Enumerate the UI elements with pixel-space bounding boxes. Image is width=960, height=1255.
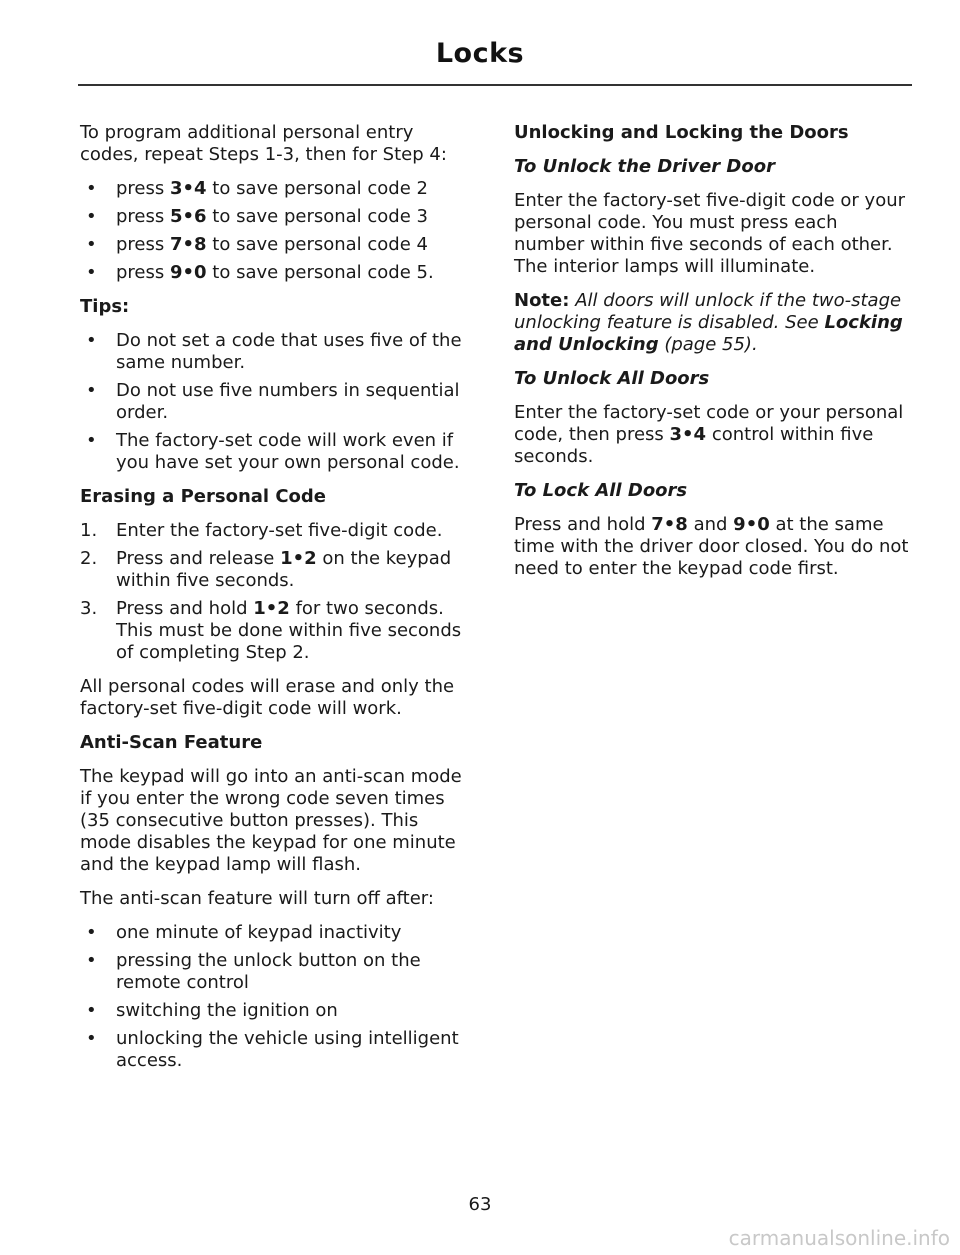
list-item: 1. Enter the factory-set five-digit code. [80, 520, 443, 541]
key-label: 7•8 [170, 234, 207, 255]
bullet: • [86, 922, 97, 943]
note-label: Note: [514, 290, 570, 311]
list-item: • pressing the unlock button on the remote control [86, 950, 421, 993]
watermark: carmanualsonline.info [728, 1226, 950, 1250]
bullet: • [86, 380, 97, 401]
bullet: • [86, 262, 97, 283]
list-item: • one minute of keypad inactivity [86, 922, 402, 943]
bullet: • [86, 234, 97, 255]
program-steps-list [80, 178, 475, 284]
bullet: • [86, 178, 97, 199]
step-number: 2. [80, 548, 98, 569]
antiscan-off-intro: The anti-scan feature will turn off after: [80, 888, 434, 909]
step-number: 3. [80, 598, 98, 619]
page-number: 63 [468, 1194, 492, 1215]
key-label: 1•2 [280, 548, 317, 569]
antiscan-paragraph: The keypad will go into an anti-scan mode if you enter the wrong code seven times (35 consecutive button presses). This mode disables the keypad for one minute and the keypad lamp will flash. [80, 766, 462, 875]
erase-steps-list [80, 520, 475, 664]
left-column [80, 122, 475, 1084]
note-paragraph: Note: All doors will unlock if the two-stage unlocking feature is disabled. See Locking and Unlocking (page 55). [514, 290, 903, 355]
antiscan-heading: Anti-Scan Feature [80, 732, 263, 753]
bullet: • [86, 1000, 97, 1021]
key-label: 9•0 [170, 262, 207, 283]
page-title: Locks [435, 38, 525, 69]
erase-heading: Erasing a Personal Code [80, 486, 327, 507]
list-item: • The factory-set code will work even if you have set your own personal code. [86, 430, 460, 473]
lock-all-heading: To Lock All Doors [514, 480, 688, 501]
list-item: • Do not set a code that uses five of the same number. [86, 330, 462, 373]
locking-unlocking-link[interactable]: Locking and Unlocking [514, 312, 903, 355]
list-item: • press 5•6 to save personal code 3 [86, 206, 428, 227]
list-item: • unlocking the vehicle using intelligent access. [86, 1028, 459, 1071]
bullet: • [86, 1028, 97, 1049]
list-item: • press 3•4 to save personal code 2 [86, 178, 428, 199]
unlock-all-heading: To Unlock All Doors [514, 368, 710, 389]
key-label: 3•4 [170, 178, 207, 199]
list-item: 3. Press and hold 1•2 for two seconds. This must be done within five seconds of completing Step 2. [80, 598, 462, 663]
unlock-driver-heading: To Unlock the Driver Door [514, 156, 775, 177]
bullet: • [86, 430, 97, 451]
page-reference: (page 55). [664, 334, 758, 355]
list-item: • press 9•0 to save personal code 5. [86, 262, 434, 283]
unlock-all-paragraph: Enter the factory-set code or your personal code, then press 3•4 control within five seconds. [514, 402, 904, 467]
list-item: • switching the ignition on [86, 1000, 338, 1021]
bullet: • [86, 206, 97, 227]
bullet: • [86, 330, 97, 351]
key-label: 9•0 [733, 514, 770, 535]
key-label: 1•2 [253, 598, 290, 619]
unlock-driver-paragraph: Enter the factory-set five-digit code or your personal code. You must press each number within five seconds of each other. The interior lamps will illuminate. [514, 190, 906, 277]
tips-heading: Tips: [80, 296, 130, 317]
step-number: 1. [80, 520, 98, 541]
header-divider [78, 84, 912, 86]
key-label: 3•4 [669, 424, 707, 445]
erase-result: All personal codes will erase and only the factory-set five-digit code will work. [80, 676, 455, 719]
tips-list [80, 330, 475, 474]
key-label: 5•6 [170, 206, 207, 227]
right-column [514, 122, 909, 592]
intro-paragraph: To program additional personal entry codes, repeat Steps 1-3, then for Step 4: [80, 122, 447, 165]
list-item: 2. Press and release 1•2 on the keypad within five seconds. [80, 548, 452, 591]
list-item: • press 7•8 to save personal code 4 [86, 234, 428, 255]
list-item: • Do not use five numbers in sequential order. [86, 380, 460, 423]
lock-all-paragraph: Press and hold 7•8 and 9•0 at the same time with the driver door closed. You do not need to enter the keypad code first. [514, 514, 909, 579]
key-label: 7•8 [651, 514, 688, 535]
bullet: • [86, 950, 97, 971]
doors-heading: Unlocking and Locking the Doors [514, 122, 849, 143]
antiscan-off-list [80, 922, 475, 1072]
